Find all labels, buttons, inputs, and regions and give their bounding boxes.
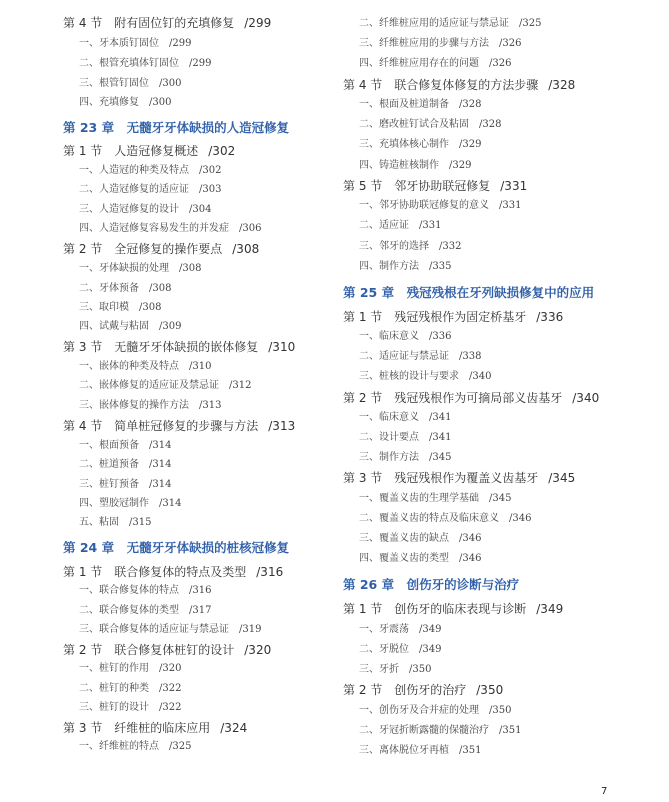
toc-entry-title: 二、牙脱位 [359,644,409,655]
toc-entry-title: 一、联合修复体的特点 [79,585,179,596]
toc-entry-page: /349 [536,602,564,616]
toc-subsection [359,452,451,464]
toc-entry-page: /346 [459,533,482,544]
toc-entry-page: /332 [439,241,462,252]
toc-entry-page: /350 [476,683,504,697]
toc-section [63,242,259,256]
toc-entry-page: /314 [149,479,172,490]
toc-entry-page: /340 [469,371,492,382]
toc-entry-page: /336 [429,331,452,342]
toc-entry-page: /331 [499,200,522,211]
toc-chapter [63,120,289,135]
toc-subsection [359,220,441,232]
toc-section [343,179,527,193]
toc-entry-title: 三、根管钉固位 [79,78,149,89]
toc-entry-title: 第 24 章 无髓牙牙体缺损的桩核冠修复 [63,539,290,555]
toc-subsection [359,160,471,172]
toc-entry-title: 三、联合修复体的适应证与禁忌证 [79,624,229,635]
toc-entry-page: /326 [499,38,522,49]
toc-subsection [359,200,521,212]
toc-entry-page: /299 [189,58,212,69]
toc-subsection [359,241,461,253]
toc-section [63,419,295,433]
toc-subsection [79,741,191,753]
toc-entry-page: /303 [199,184,222,195]
toc-entry-title: 第 23 章 无髓牙牙体缺损的人造冠修复 [63,119,290,135]
toc-section [63,721,247,735]
toc-entry-page: /310 [268,340,296,354]
toc-entry-page: /351 [459,745,482,756]
toc-section [63,16,271,30]
toc-entry-title: 第 26 章 创伤牙的诊断与治疗 [343,576,520,592]
toc-subsection [359,705,511,717]
toc-entry-title: 一、牙体缺损的处理 [79,263,169,274]
toc-subsection [359,664,431,676]
toc-entry-title: 第 5 节 邻牙协助联冠修复 [343,179,491,193]
toc-entry-title: 三、制作方法 [359,452,419,463]
toc-subsection [359,371,491,383]
toc-subsection [79,459,171,471]
toc-chapter [343,577,519,592]
toc-entry-title: 三、人造冠修复的设计 [79,204,179,215]
toc-section [63,144,235,158]
toc-subsection [79,663,181,675]
toc-entry-page: /346 [509,513,532,524]
toc-subsection [79,184,221,196]
toc-entry-title: 三、邻牙的选择 [359,241,429,252]
toc-entry-page: /349 [419,624,442,635]
toc-entry-title: 三、离体脱位牙再植 [359,745,449,756]
toc-entry-page: /309 [159,321,182,332]
toc-entry-title: 第 2 节 残冠残根作为可摘局部义齿基牙 [343,391,563,405]
toc-subsection [79,479,171,491]
toc-subsection [79,605,211,617]
toc-entry-page: /315 [129,517,152,528]
toc-entry-title: 一、临床意义 [359,412,419,423]
toc-entry-page: /308 [179,263,202,274]
toc-entry-title: 一、创伤牙及合并症的处理 [359,705,479,716]
toc-subsection [359,331,451,343]
toc-subsection [79,78,181,90]
toc-entry-page: /299 [169,38,192,49]
toc-subsection [79,165,221,177]
toc-entry-page: /314 [149,440,172,451]
toc-entry-page: /326 [489,58,512,69]
toc-entry-page: /331 [500,179,528,193]
toc-entry-page: /319 [239,624,262,635]
toc-section [343,78,575,92]
toc-entry-page: /329 [459,139,482,150]
toc-subsection [359,513,531,525]
toc-section [343,310,563,324]
toc-subsection [359,119,501,131]
toc-entry-page: /302 [208,144,236,158]
toc-subsection [79,223,261,235]
toc-entry-page: /314 [159,498,182,509]
toc-subsection [79,683,181,695]
toc-entry-title: 第 1 节 人造冠修复概述 [63,144,199,158]
toc-entry-title: 二、根管充填体钉固位 [79,58,179,69]
toc-entry-title: 四、覆盖义齿的类型 [359,553,449,564]
toc-entry-title: 第 2 节 创伤牙的治疗 [343,683,467,697]
toc-subsection [79,38,191,50]
toc-subsection [79,204,211,216]
toc-entry-page: /320 [244,643,272,657]
toc-entry-page: /350 [409,664,432,675]
toc-entry-page: /320 [159,663,182,674]
toc-subsection [359,58,511,70]
toc-entry-title: 第 3 节 纤维桩的临床应用 [63,721,211,735]
toc-section [343,683,503,697]
toc-subsection [79,321,181,333]
toc-entry-title: 一、邻牙协助联冠修复的意义 [359,200,489,211]
toc-entry-title: 二、磨改桩钉试合及粘固 [359,119,469,130]
toc-entry-title: 一、牙震荡 [359,624,409,635]
toc-section [343,391,599,405]
toc-subsection [79,440,171,452]
toc-section [343,602,563,616]
toc-subsection [359,99,481,111]
toc-entry-page: /325 [519,18,542,29]
toc-subsection [79,283,171,295]
toc-entry-page: /341 [429,412,452,423]
toc-entry-title: 第 25 章 残冠残根在牙列缺损修复中的应用 [343,284,595,300]
toc-subsection [79,263,201,275]
toc-subsection [359,139,481,151]
toc-chapter [63,540,289,555]
toc-subsection [359,533,481,545]
toc-entry-page: /328 [459,99,482,110]
toc-subsection [79,380,251,392]
toc-entry-page: /345 [548,471,576,485]
toc-section [63,340,295,354]
toc-subsection [359,432,451,444]
toc-entry-page: /345 [489,493,512,504]
toc-entry-title: 三、取印模 [79,302,129,313]
toc-entry-title: 二、人造冠修复的适应证 [79,184,189,195]
toc-subsection [79,517,151,529]
toc-entry-page: /338 [459,351,482,362]
toc-entry-title: 三、充填体核心制作 [359,139,449,150]
toc-entry-title: 第 1 节 创伤牙的临床表现与诊断 [343,602,527,616]
toc-entry-title: 三、桩核的设计与要求 [359,371,459,382]
toc-subsection [359,261,451,273]
toc-entry-page: /299 [244,16,272,30]
toc-entry-page: /340 [572,391,600,405]
toc-entry-page: /310 [189,361,212,372]
toc-entry-title: 第 4 节 简单桩冠修复的步骤与方法 [63,419,259,433]
toc-subsection [359,745,481,757]
toc-subsection [79,361,211,373]
toc-entry-page: /325 [169,741,192,752]
toc-subsection [79,585,211,597]
toc-entry-title: 四、充填修复 [79,97,139,108]
toc-entry-title: 一、覆盖义齿的生理学基础 [359,493,479,504]
toc-entry-title: 第 4 节 联合修复体修复的方法步骤 [343,78,539,92]
toc-entry-title: 一、人造冠的种类及特点 [79,165,189,176]
toc-entry-title: 第 4 节 附有固位钉的充填修复 [63,16,235,30]
toc-entry-page: /317 [189,605,212,616]
toc-entry-page: /331 [419,220,442,231]
toc-entry-title: 第 2 节 联合修复体桩钉的设计 [63,643,235,657]
toc-section [63,643,271,657]
toc-subsection [79,624,261,636]
toc-entry-title: 二、联合修复体的类型 [79,605,179,616]
toc-entry-page: /346 [459,553,482,564]
toc-entry-title: 二、嵌体修复的适应证及禁忌证 [79,380,219,391]
toc-entry-page: /322 [159,702,182,713]
toc-entry-title: 二、牙体预备 [79,283,139,294]
toc-entry-title: 二、设计要点 [359,432,419,443]
toc-entry-page: /350 [489,705,512,716]
toc-entry-title: 四、铸造桩核制作 [359,160,439,171]
toc-entry-page: /313 [268,419,296,433]
toc-section [343,471,575,485]
toc-entry-title: 第 1 节 残冠残根作为固定桥基牙 [343,310,527,324]
toc-entry-title: 第 1 节 联合修复体的特点及类型 [63,565,247,579]
toc-entry-title: 一、纤维桩的特点 [79,741,159,752]
toc-entry-page: /313 [199,400,222,411]
toc-subsection [79,498,181,510]
toc-subsection [79,702,181,714]
toc-entry-title: 三、牙折 [359,664,399,675]
toc-entry-title: 二、适应证与禁忌证 [359,351,449,362]
toc-entry-title: 二、桩道预备 [79,459,139,470]
toc-entry-page: /302 [199,165,222,176]
toc-entry-page: /308 [149,283,172,294]
toc-entry-page: /304 [189,204,212,215]
toc-subsection [79,400,221,412]
toc-subsection [359,412,451,424]
toc-subsection [359,18,541,30]
toc-entry-title: 三、纤维桩应用的步骤与方法 [359,38,489,49]
toc-subsection [359,624,441,636]
toc-entry-title: 四、试戴与粘固 [79,321,149,332]
toc-entry-page: /300 [149,97,172,108]
toc-entry-page: /336 [536,310,564,324]
toc-entry-page: /351 [499,725,522,736]
toc-entry-title: 四、纤维桩应用存在的问题 [359,58,479,69]
toc-entry-title: 五、粘固 [79,517,119,528]
toc-entry-title: 三、桩钉的设计 [79,702,149,713]
toc-entry-page: /329 [449,160,472,171]
toc-entry-title: 三、嵌体修复的操作方法 [79,400,189,411]
toc-entry-page: /316 [189,585,212,596]
toc-entry-title: 第 2 节 全冠修复的操作要点 [63,242,223,256]
toc-subsection [79,58,211,70]
toc-subsection [359,553,481,565]
toc-entry-title: 二、覆盖义齿的特点及临床意义 [359,513,499,524]
toc-entry-page: /328 [548,78,576,92]
toc-entry-page: /341 [429,432,452,443]
toc-subsection [359,725,521,737]
toc-entry-title: 一、牙本质钉固位 [79,38,159,49]
toc-entry-title: 四、制作方法 [359,261,419,272]
toc-entry-title: 一、嵌体的种类及特点 [79,361,179,372]
toc-entry-title: 三、覆盖义齿的缺点 [359,533,449,544]
toc-subsection [79,97,171,109]
toc-entry-title: 四、塑胶冠制作 [79,498,149,509]
toc-entry-title: 一、桩钉的作用 [79,663,149,674]
toc-section [63,565,283,579]
toc-entry-title: 二、适应证 [359,220,409,231]
toc-entry-page: /308 [139,302,162,313]
toc-entry-title: 二、桩钉的种类 [79,683,149,694]
toc-subsection [359,351,481,363]
toc-subsection [359,493,511,505]
toc-entry-page: /324 [220,721,248,735]
toc-chapter [343,285,594,300]
toc-entry-page: /349 [419,644,442,655]
toc-subsection [359,38,521,50]
toc-entry-title: 二、纤维桩应用的适应证与禁忌证 [359,18,509,29]
toc-entry-title: 二、牙冠折断露髓的保髓治疗 [359,725,489,736]
toc-subsection [359,644,441,656]
toc-entry-page: /316 [256,565,284,579]
toc-entry-page: /335 [429,261,452,272]
toc-entry-title: 第 3 节 残冠残根作为覆盖义齿基牙 [343,471,539,485]
toc-entry-title: 一、根面及桩道制备 [359,99,449,110]
toc-entry-page: /328 [479,119,502,130]
toc-entry-page: /306 [239,223,262,234]
toc-entry-title: 第 3 节 无髓牙牙体缺损的嵌体修复 [63,340,259,354]
toc-entry-title: 三、桩钉预备 [79,479,139,490]
toc-subsection [79,302,161,314]
toc-entry-page: /345 [429,452,452,463]
toc-entry-page: /322 [159,683,182,694]
toc-entry-title: 四、人造冠修复容易发生的并发症 [79,223,229,234]
toc-entry-title: 一、根面预备 [79,440,139,451]
toc-entry-page: /314 [149,459,172,470]
toc-entry-title: 一、临床意义 [359,331,419,342]
toc-entry-page: /308 [232,242,260,256]
page-number: 7 [601,786,608,797]
toc-entry-page: /300 [159,78,182,89]
toc-entry-page: /312 [229,380,252,391]
